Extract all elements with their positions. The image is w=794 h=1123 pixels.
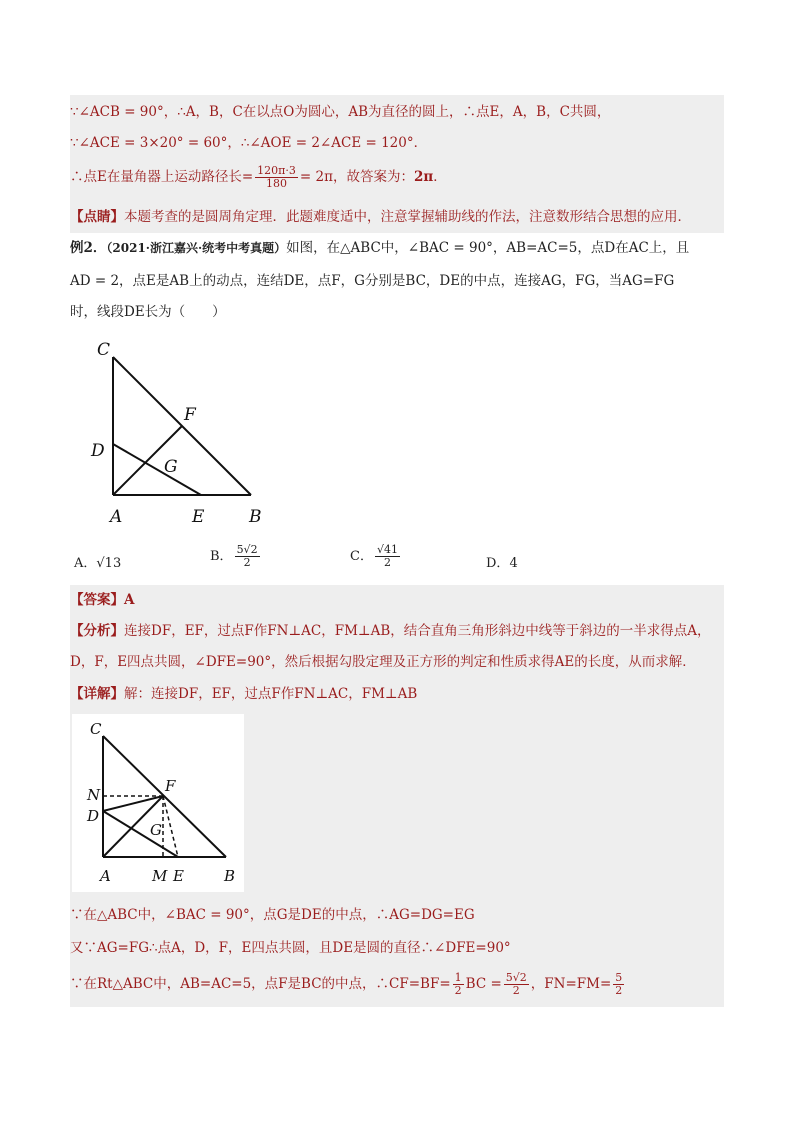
choice-d-value: 4 (509, 556, 518, 571)
frac-num: 5 (615, 971, 623, 984)
analysis-line1 (70, 620, 724, 642)
label-f: F (184, 405, 196, 425)
step3-pre: ∵在Rt△ABC中，AB=AC=5，点F是BC的中点，∴CF=BF= (70, 976, 451, 992)
frac-num: 5√2 (505, 971, 527, 984)
frac-num: 1 (454, 971, 462, 984)
label-a: A (100, 867, 111, 885)
sol1-line3-pre: ∴点E在量角器上运动路径长= (70, 169, 254, 185)
label-g: G (164, 457, 178, 477)
frac-den: 2 (243, 556, 251, 569)
frac-den: 2 (454, 984, 462, 997)
frac-den: 2 (383, 556, 391, 569)
ex2-line2: AD = 2，点E是AB上的动点，连结DE，点F，G分别是BC，DE的中点，连接AG，FG，当AG=FG (70, 273, 675, 289)
detail-step2: 又∵AG=FG∴点A，D，F，E四点共圆，且DE是圆的直径∴∠DFE=90° (70, 940, 511, 956)
choice-a-label: A． (74, 556, 97, 571)
detail-step1: ∵在△ABC中，∠BAC = 90°，点G是DE的中点，∴AG=DG=EG (70, 907, 475, 923)
label-n: N (87, 786, 101, 804)
fn-value-fraction (613, 972, 624, 997)
choice-a-value: √13 (96, 556, 122, 571)
path-length-fraction (255, 165, 298, 190)
comment-text: 本题考查的是圆周角定理．此题难度适中，注意掌握辅助线的作法，注意数形结合思想的应用． (124, 209, 691, 225)
frac-num: 120π·3 (257, 164, 296, 177)
answer-tag: 【答案】 (70, 592, 124, 608)
label-e: E (173, 867, 184, 885)
frac-den: 2 (512, 984, 520, 997)
detail-intro-text: 解：连接DF，EF，过点F作FN⊥AC，FM⊥AB (124, 686, 418, 702)
step3-post: ，FN=FM= (530, 976, 612, 992)
choice-c[interactable] (350, 544, 402, 569)
label-c: C (90, 720, 102, 738)
choice-c-fraction (375, 544, 400, 569)
sol1-line1: ∵∠ACB = 90°，∴A，B，C在以点O为圆心，AB为直径的圆上，∴点E，A，B，C共圆， (70, 104, 611, 120)
frac-den: 180 (266, 177, 288, 190)
choice-b-label: B． (210, 549, 233, 564)
half-fraction (453, 972, 464, 997)
analysis-tag: 【分析】 (70, 623, 124, 639)
choice-b[interactable] (210, 544, 262, 569)
frac-den: 2 (615, 984, 623, 997)
label-d: D (91, 441, 105, 461)
comment-tag: 【点睛】 (70, 209, 124, 225)
label-m: M (152, 867, 168, 885)
label-b: B (224, 867, 236, 885)
detail-step3 (70, 972, 724, 997)
answer-line (70, 589, 724, 611)
detail-intro (70, 683, 724, 705)
sol1-line3-mid: = 2π，故答案为： (299, 169, 414, 185)
choice-d[interactable] (486, 552, 518, 571)
frac-num: 5√2 (236, 543, 258, 556)
ex2-label: 例2． (70, 240, 107, 256)
label-f: F (165, 777, 176, 795)
sol1-line2: ∵∠ACE = 3×20° = 60°，∴∠AOE = 2∠ACE = 120°． (70, 135, 428, 151)
sol1-line3 (70, 165, 724, 190)
triangle-figure (84, 332, 284, 532)
detail-figure (72, 714, 244, 892)
choice-b-fraction (235, 544, 260, 569)
label-c: C (97, 340, 111, 360)
cf-value-fraction (504, 972, 529, 997)
ex2-source: （2021·浙江嘉兴·统考中考真题） (106, 241, 287, 255)
detail-tag: 【详解】 (70, 686, 124, 702)
label-d: D (87, 807, 100, 825)
label-e: E (192, 507, 205, 527)
ex2-line1 (70, 237, 724, 259)
choice-c-label: C． (350, 549, 373, 564)
choice-d-label: D． (486, 556, 510, 571)
choice-a[interactable] (74, 552, 121, 571)
sol1-answer: 2π (413, 169, 434, 185)
frac-num: √41 (376, 543, 398, 556)
sol1-comment (70, 206, 724, 228)
step3-mid: BC = (465, 976, 502, 992)
sol1-end: ． (433, 169, 447, 185)
label-b: B (249, 507, 262, 527)
ex2-line3: 时，线段DE长为（ ） (70, 304, 226, 320)
ex2-q1: 如图，在△ABC中，∠BAC = 90°，AB=AC=5，点D在AC上，且 (286, 240, 690, 256)
analysis-text-1: 连接DF，EF，过点F作FN⊥AC，FM⊥AB，结合直角三角形斜边中线等于斜边的一半求得点A， (124, 623, 711, 639)
label-a: A (110, 507, 123, 527)
label-g: G (150, 821, 162, 839)
answer-value: A (124, 592, 135, 608)
analysis-line2: D，F，E四点共圆，∠DFE=90°，然后根据勾股定理及正方形的判定和性质求得AE的长度，从而求解． (70, 654, 696, 670)
